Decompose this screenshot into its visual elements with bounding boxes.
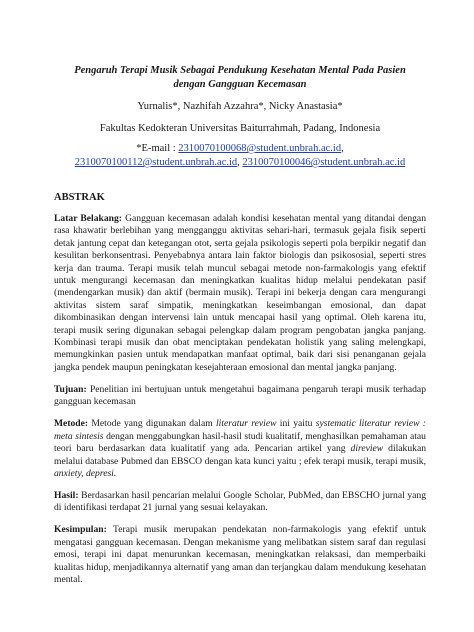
- email-block: [54, 142, 426, 170]
- author-list: Yurnalis*, Nazhifah Azzahra*, Nicky Anastasia*: [137, 101, 343, 112]
- objective-paragraph: [54, 384, 426, 409]
- method-italic-2: systematic literatur review : meta sintesis: [54, 418, 426, 442]
- method-italic-4: anxiety, depresi.: [54, 467, 117, 479]
- conclusion-paragraph: [54, 524, 426, 586]
- method-text-1: Metode yang digunakan dalam: [88, 418, 216, 430]
- method-label: Metode:: [54, 418, 89, 430]
- title-line-1: Pengaruh Terapi Musik Sebagai Pendukung Kesehatan Mental Pada Pasien: [74, 65, 406, 76]
- background-label: Latar Belakang:: [54, 213, 122, 224]
- email-link-1[interactable]: 2310070100068@student.unbrah.ac.id: [178, 143, 342, 154]
- results-label: Hasil:: [54, 489, 79, 501]
- method-italic-3: direview: [350, 443, 384, 455]
- email-prefix: *E-mail :: [136, 143, 179, 154]
- abstract-heading: ABSTRAK: [54, 192, 105, 203]
- method-italic-1: literatur review: [215, 418, 277, 430]
- background-paragraph: [54, 213, 426, 374]
- method-text-2: ini yaitu: [276, 418, 316, 430]
- title-line-2: dengan Gangguan Kecemasan: [173, 79, 307, 90]
- email-link-2[interactable]: 2310070100112@student.unbrah.ac.id: [74, 157, 238, 168]
- objective-label: Tujuan:: [54, 383, 87, 395]
- conclusion-text: Terapi musik merupakan pendekatan non-farmakologis yang efektif untuk mengatasi gangguan kecemasan. Dengan mekanisme yang melibatkan sistem saraf dan regulasi emosi, terapi ini dapat menurunkan kecemasan, meningkatkan relaksasi, dan memperbaiki kualitas hidup, menjadikannya alternatif yang aman dan terjangkau dalam mendukung kesehatan mental.: [54, 524, 426, 585]
- results-text: Berdasarkan hasil pencarian melalui Google Scholar, PubMed, dan EBSCHO jurnal yang di identifikasi terdapat 21 jurnal yang sesuai kelayakan.: [54, 489, 426, 514]
- paper-title: [60, 64, 420, 92]
- affiliation: Fakultas Kedokteran Universitas Baiturrahmah, Padang, Indonesia: [99, 123, 381, 134]
- conclusion-label: Kesimpulan:: [54, 524, 107, 536]
- method-text-3: dengan menggabungkan hasil-hasil studi kualitatif, menghasilkan pemahaman atau teori baru berdasarkan data kualitatif yang ada. Pencarian artikel yang: [54, 430, 426, 455]
- objective-text: Penelitian ini bertujuan untuk mengetahui bagaimana pengaruh terapi musik terhadap gangguan kecemasan: [54, 383, 426, 408]
- method-text-4: dilakukan melalui database Pubmed dan EBSCO dengan kata kunci yaitu ; efek terapi musik, terapi musik,: [54, 443, 426, 467]
- method-paragraph: [54, 418, 426, 480]
- background-text: Gangguan kecemasan adalah kondisi kesehatan mental yang ditandai dengan rasa khawatir berlebihan yang mengganggu aktivitas sehari-hari, termasuk gejala fisik seperti detak jantung cepat dan ketegangan otot, serta gejala psikologis seperti pola berpikir negatif dan kesulitan berkonsentrasi. Penyebabnya antara lain faktor biologis dan psikososial, seperti stres kerja dan trauma. Terapi musik telah muncul sebagai metode non-farmakologis yang efektif untuk mengurangi kecemasan dan meningkatkan kualitas hidup melalui pendekatan pasif (mendengarkan musik) dan aktif (bermain musik). Terapi ini bekerja dengan cara mengurangi aktivitas sistem saraf simpatik, meningkatkan keseimbangan emosional, dan dapat dikombinasikan dengan intervensi lain untuk mencapai hasil yang optimal. Oleh karena itu, terapi musik sering digunakan sebagai pelengkap dalam program pengobatan jangka panjang. Kombinasi terapi musik dan obat menciptakan pendekatan holistik yang saling melengkapi, memungkinkan pasien untuk mendapatkan manfaat optimal, baik dari sisi penanganan gejala jangka pendek maupun peningkatan kesejahteraan emosional dan mental jangka panjang.: [54, 213, 426, 373]
- email-link-3[interactable]: 2310070100046@student.unbrah.ac.id: [242, 157, 406, 168]
- email-comma: ,: [341, 143, 344, 154]
- results-paragraph: [54, 490, 426, 515]
- email-separator: ,: [237, 157, 243, 168]
